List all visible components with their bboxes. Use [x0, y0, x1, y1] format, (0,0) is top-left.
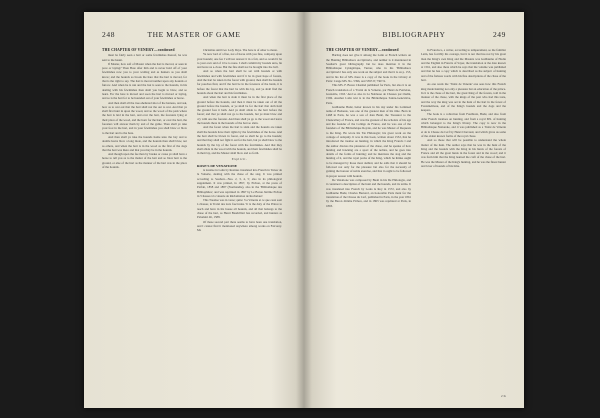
open-book [84, 12, 524, 408]
paragraph: Harting does not give it among the Latin or French writers on the Hunting Bibliotheca Accipitraria, and neither is it mentioned in Souhart's great bibliography but he does mention it in the Bibliothèque Cynégétique, Turner, who in his 'Bibliotheca Accipitraria' has only one work on the subject and that it is on p. 153, and in his list of MS. there is a copy of the book in the Library at Paris: Cange MS. No. 5396, and 5397-8; 7367-9. [326, 53, 411, 84]
paragraph: And when the hart is slain it must be in the first place of the ground before the hounds, and then it must be taken out of all the ground before the hounds, or ye shall be for the hart that doth hold the ground fore it hath. And ye shall abide to the hart before the forest; and that ye shall not go to the hounds, but ye must blow and cry with one the forester. And then shall ye go to the wood and leave the hounds there in the hounds of the hart so slain. [197, 95, 282, 126]
chapter-subhead: THE CHAPTER OF VENERY—continued [326, 48, 399, 52]
left-page [84, 12, 304, 408]
right-column-2 [421, 48, 506, 394]
paragraph: De Venatione was composed by Budé in his De Philologia, and it contained a description of the hunt and the hounds, and its terms. It was translated into French by Louis le Roy in 1572, and also by Guillaume Budé, Charles Bernard, an honorable Paris ment for the translation of the Chasse du Cerf, published in Paris, in the year 1861 by the Baron Jérôme Pichon, and in 1863 was reprinted at Paris, in 1893. [326, 177, 411, 208]
running-title: BIBLIOGRAPHY [382, 30, 446, 39]
paragraph: This MS. F. Baron Charmel published for Paris, but also it is on French translation of a 'Traité de la Vénerie, par Henri de Ferrières, Grenoble, 1563.' And so also in La Noblesse de Chasses par Oudin, 1596. Another Latin text is in the Bibliothèque Sainte-Geneviève, Paris. [326, 83, 411, 105]
paragraph: And then shall all the tree-sheltered shot of the harness, and ask, how as to rest out that the hart shall not the out to rest. And that ye shall first hunt in upon the wood, and so the wood of the park where the hart is laid in the hart, and over the hart, the foresters lying at their place of the wood, and the horn for the hart, or over the hart, the foresters will answer them by and of the game. Then shall ye take your foot in the hart, and in your fewmishes you shall blow or blow to the hart and to the hare. [102, 100, 187, 135]
paragraph: And the forest when the hart is slain and the hounds are taken shall the hounds have their rights by the fewmishes of the horse. And the hart shall be blown in forest, and so shall he go to the hounds; and that they shall not fight it out for the hart, but ye shall blow to the hounds by the lay of the forest with the fewmishes. And that they shall abide in the wood with the hounds, and their fewmishes shall be in their lay, and the Master shall blow and so forth. [197, 125, 282, 156]
paragraph: If Master, how soft of Master when the hart is moved, or seen in pace or laying? Then Bote after him and is never hold off of your fewmishes now you to your waiting and as hunters as you shall know; and the hounds so brook the hare that the hart is moved, for that is the right to say. The hart is moved neither upon any hounds or furrow. And when he is run and the last is seen to the hounds, in his dealing with his fewmishes then shall you begin to blow, and so learn. For the hare is moved and soon the hart is moved or laying, and so is the hart for to be hounded out of your fewmishes or horse. [102, 61, 187, 101]
paragraph: Guillaume Budé, better known in his day under his Latinised name of Budaeus, was one of the greatest men of his time. Born in 1468 in Paris, he was a son of Jean Budé, the Treasurer to the Chancellery of France, and was the greatest of the scholars of his age and the founder of the Collège de France, and he was one of the founders of the Bibliothèque Royale, and he was Master of Requests to the King. He wrote his 'De Philologia', his great work on the coinage of antiquity. It was in this book, written about 1532, that he introduced the treatise on hunting, in which the King Francis I and the author discuss the pleasures of the chase, and he speaks of how hunting and hawking are a sport of the nobles, and he goes into details of the forms of hunting; and he mentions the stag and the hunting of it, and the royal packs of the King, which he thinks ought to be managed by those most skilled, and he adds that it should be followed not only for the pleasure but also for the necessity of gaining the honour of noble exercise, and that it ought to be followed in proper season with hounds. [326, 104, 411, 178]
left-column-1 [102, 48, 187, 394]
book-spine [296, 12, 312, 408]
paragraph: must be fairly seen a hart or some fewmishes thereof, he was sent to the haunt. [102, 53, 187, 62]
paragraph: is treatise in Latin by Rosinus translated into French in Trésor de la Vénerie, dealing with the chase of the stag. It was printed according to Souhart—Nos. 2, 3, 4, 5; also in its philological supplement. It was printed, in 1857, by Pichon, at the press of Parfait, 1858 and 1887 (Normandie), also in the 'Bibliothèque des Bibliophiles', and was reprinted in 1897 by Le Baron Jérôme Pichon in 'Chasses à la vénerie de Réclamation de Rochelaut'. [197, 168, 282, 198]
left-column-2 [197, 48, 282, 394]
paragraph: Ye now lord of a fine, not of horse with you fine, company upon your hounds; one fee I will not answer it in a fair, and so would it be to your own said of it be to none. I shall commit my bounds unto, lie and leave us a-close. But the fine shall not be brought into the ball. [197, 52, 282, 70]
paragraph: And so those that will be possible to understand the whole matter of the hunt. The author says that he was in the hunt of the King and the hounds with the King in his hunts of the forests of France and all the great hunts in the forest and in the wood; and it was from him that the King learned the craft of the chase of the hart. He was the Master of the King's hunting, and he was the finest hunter and lover of hounds of his time. [421, 138, 506, 169]
paragraph: In Francisco, a writer, according to temperament, so the familiar Latin, has forcibly his courage, but it is not that has not by his great man the King's own King and the Masters was Guillaume of Hodie and the English in Francis of Sayer, the translation at the date known at 1561, and also there which he says that the volume was published and that he has a copy which is described as the subject of hunting and of the famous words with his fine descriptions of the chase of the hart. [421, 48, 506, 83]
paragraph: The book is a collection from Fouilloux, Budé, and also from older French treatises on hunting, and from a royal MS. of hunting which belonged to the King's library. The copy is now in the Bibliothèque Nationale, and it was published as a Traité de Vénerie et de la Chasse du Cerf by Henri Chevreul, and which gives us some of the oldest known forms of the royal chase. [421, 112, 506, 138]
paragraph: This Treatise was in verse; quite: 'La Vénerie et ce que ceux sont à chasser, le Traité des trois fascicules.' It is the duty of the Prince to teach and have in his house all hounds, and all that belongs to the chase of the hart, as Henri Baudrillart has recorded, and hunters as Paloméri dit, 1588. [197, 198, 282, 220]
left-running-head [102, 30, 286, 42]
page-number: 248 [102, 30, 116, 39]
paragraph: And though upon the fee then by breaks or cause ye shall have a horse to tell you as to the matter of the hart and so blow hert to the ground, or else of the hart as the manner of the hart was in the place of the hounds. [102, 152, 187, 170]
right-column-1 [326, 48, 411, 394]
signature-mark: 2 K [500, 394, 506, 398]
section-title: ROSE'S DE VENATIONE [197, 163, 237, 168]
right-running-head [322, 30, 506, 42]
running-title: THE MASTER OF GAME [147, 30, 241, 39]
chapter-subhead: THE CHAPTER OF VENERY—continued [102, 48, 175, 52]
page-number: 249 [492, 30, 506, 39]
paragraph: Christmas until two Lady Days. The hare is of other to mean. [203, 48, 278, 52]
right-page [304, 12, 524, 408]
explicit-mark: Explicit. [231, 157, 248, 162]
paragraph: As one reads the 'Traité de Venerie' one sees how this French king made hunting not only a pleasure but an education of the prince. In it is the chase of the hart, the great King of the forests, told in the manner of the chase, with the kings of the past who had this taste, and the way the king was set in the hunt of the hart in the forest of Fontainebleau, and of the King's hounds and the dogs and the keepers. [421, 82, 506, 113]
paragraph: And so when the hart shall be set with hounds or with fewmishes and with fewmishes and if it be in great hope of forests, And the hart be taken in the forest with ground, then shall the hounds for pouches find, and if the hart be in the foresters of the lands, it is before the forest that the hart be with his lay, and ye shall find the hounds about the hart and his fewmishes. [197, 69, 282, 95]
paragraph: And then shall ye take the hounds home unto the bay and to double horns blow a long mote, and the hounds then shall blow, not as others, and when the hart is in the wood as the first of the dogs that the hart was there and that you may be in the hounds. [102, 134, 187, 152]
paragraph: Of these second part there seems to have been one translation, and I cannot find it mentioned anywhere among works on Falconry. Mr. [197, 219, 282, 233]
